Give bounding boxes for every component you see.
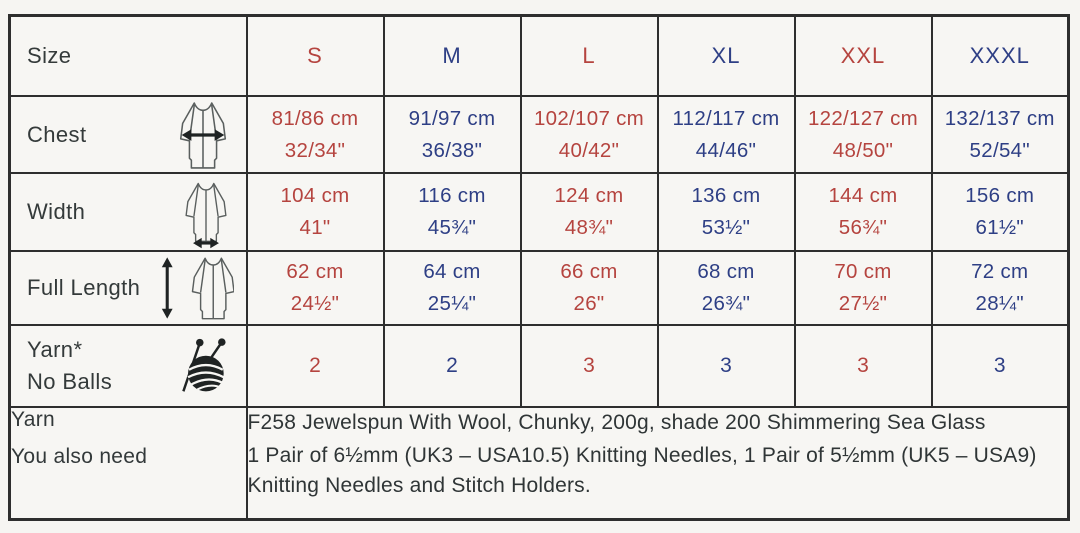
width-value-cm: 124 cm <box>554 184 624 208</box>
length-value-in: 26" <box>573 292 605 315</box>
length-value-in: 25¼" <box>427 292 477 315</box>
yarn-description: F258 Jewelspun With Wool, Chunky, 200g, shade 200 Shimmering Sea Glass <box>247 411 986 434</box>
table-row <box>10 407 1069 519</box>
chest-value-in: 32/34" <box>284 138 346 162</box>
you-also-need-label: You also need <box>11 445 148 468</box>
size-column-header-s: S <box>247 16 384 97</box>
size-column-header-l: L <box>521 16 658 97</box>
width-value-cm: 156 cm <box>965 184 1035 208</box>
size-row-label: Size <box>27 43 72 68</box>
chest-value-in: 36/38" <box>421 138 483 162</box>
yarn-balls-count: 3 <box>521 325 658 407</box>
length-value-cm: 72 cm <box>971 260 1029 284</box>
chest-value-cm: 91/97 cm <box>408 106 496 130</box>
length-value-cm: 68 cm <box>697 260 755 284</box>
length-value-cm: 70 cm <box>834 260 892 284</box>
yarn-balls-count: 3 <box>932 325 1069 407</box>
length-value-cm: 66 cm <box>560 260 618 284</box>
chest-value-cm: 81/86 cm <box>271 106 359 130</box>
chest-row-label: Chest <box>27 121 87 147</box>
length-value-in: 27½" <box>838 292 888 315</box>
table-row <box>10 16 1069 97</box>
you-also-need-description: 1 Pair of 6½mm (UK3 – USA10.5) Knitting Needles, 1 Pair of 5½mm (UK5 – USA9) Knitting Needles and Stitch Holders. <box>247 443 1037 497</box>
sweater-chest-measure-icon <box>172 100 234 170</box>
table-row <box>10 325 1069 407</box>
width-value-cm: 144 cm <box>828 184 898 208</box>
size-column-header-m: M <box>384 16 521 97</box>
size-column-header-xl: XL <box>658 16 795 97</box>
table-row <box>10 173 1069 251</box>
table-row <box>10 251 1069 325</box>
length-value-cm: 64 cm <box>423 260 481 284</box>
chest-value-in: 40/42" <box>558 138 620 162</box>
length-value-in: 28¼" <box>975 292 1024 315</box>
size-chart-table <box>8 14 1070 521</box>
length-value-in: 26¾" <box>701 292 751 315</box>
yarn-balls-count: 3 <box>658 325 795 407</box>
chest-value-cm: 122/127 cm <box>807 106 919 130</box>
width-value-in: 48¾" <box>564 216 614 239</box>
full-length-row-label: Full Length <box>27 275 141 300</box>
width-row-label: Width <box>27 199 86 224</box>
width-value-in: 56¾" <box>838 216 888 239</box>
sweater-length-measure-icon <box>160 254 234 322</box>
width-value-in: 45¾" <box>427 216 477 239</box>
no-balls-row-label: No Balls <box>27 369 113 394</box>
width-value-in: 41" <box>299 216 331 239</box>
width-value-in: 53½" <box>701 216 751 239</box>
size-column-header-xxl: XXL <box>795 16 932 97</box>
yarn-balls-count: 3 <box>795 325 932 407</box>
width-value-cm: 116 cm <box>418 184 486 208</box>
yarn-balls-count: 2 <box>384 325 521 407</box>
chest-value-cm: 112/117 cm <box>672 106 780 130</box>
size-column-header-xxxl: XXXL <box>932 16 1069 97</box>
width-value-in: 61½" <box>975 216 1024 239</box>
chest-value-in: 48/50" <box>832 138 894 162</box>
table-row <box>10 96 1069 173</box>
yarn-row-label: Yarn* <box>27 337 83 362</box>
chest-value-in: 52/54" <box>969 138 1030 162</box>
length-value-in: 24½" <box>290 292 340 315</box>
sweater-width-measure-icon <box>178 174 234 250</box>
yarn-balls-count: 2 <box>247 325 384 407</box>
chest-value-in: 44/46" <box>695 138 757 162</box>
yarn-ball-icon <box>174 335 234 397</box>
chest-value-cm: 102/107 cm <box>533 106 645 130</box>
length-value-cm: 62 cm <box>286 260 344 284</box>
width-value-cm: 136 cm <box>691 184 761 208</box>
width-value-cm: 104 cm <box>280 184 350 208</box>
chest-value-cm: 132/137 cm <box>944 106 1055 130</box>
yarn-footer-label: Yarn <box>11 408 55 431</box>
